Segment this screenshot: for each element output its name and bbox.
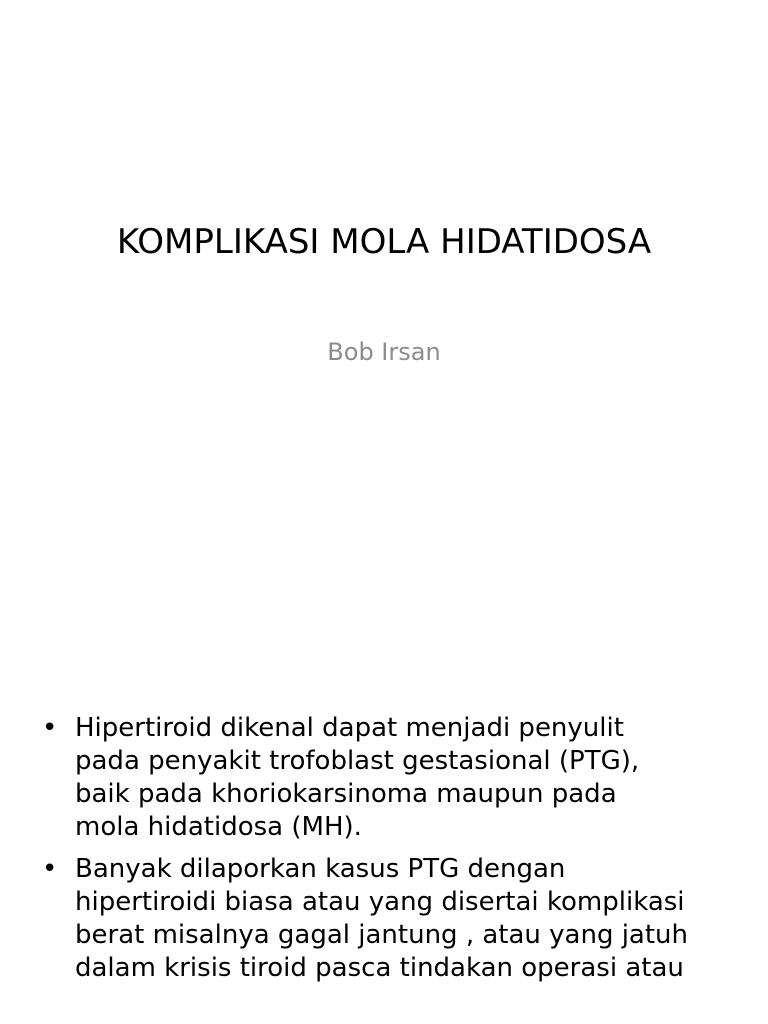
bullet-item [40, 712, 740, 844]
bullet-item [40, 853, 740, 985]
bullet-text-line: baik pada khoriokarsinoma maupun pada [75, 779, 617, 809]
slide-title: KOMPLIKASI MOLA HIDATIDOSA [116, 222, 652, 262]
bullet-text-line: pada penyakit trofoblast gestasional (PTG), [75, 746, 640, 776]
bullet-text-line: berat misalnya gagal jantung , atau yang jatuh [75, 920, 689, 950]
bullet-text-line: mola hidatidosa (MH). [75, 812, 362, 842]
slide-author: Bob Irsan [327, 338, 441, 366]
bullet-text-line: Banyak dilaporkan kasus PTG dengan [75, 854, 566, 884]
bullet-icon: • [42, 713, 58, 743]
bullet-text-line: dalam krisis tiroid pasca tindakan operasi atau [75, 953, 684, 983]
bullet-text-line: hipertiroidi biasa atau yang disertai komplikasi [75, 887, 685, 917]
content-slide [0, 600, 768, 1024]
bullet-icon: • [42, 854, 58, 884]
bullet-list [40, 712, 740, 994]
bullet-text-line: Hipertiroid dikenal dapat menjadi penyulit [75, 713, 624, 743]
